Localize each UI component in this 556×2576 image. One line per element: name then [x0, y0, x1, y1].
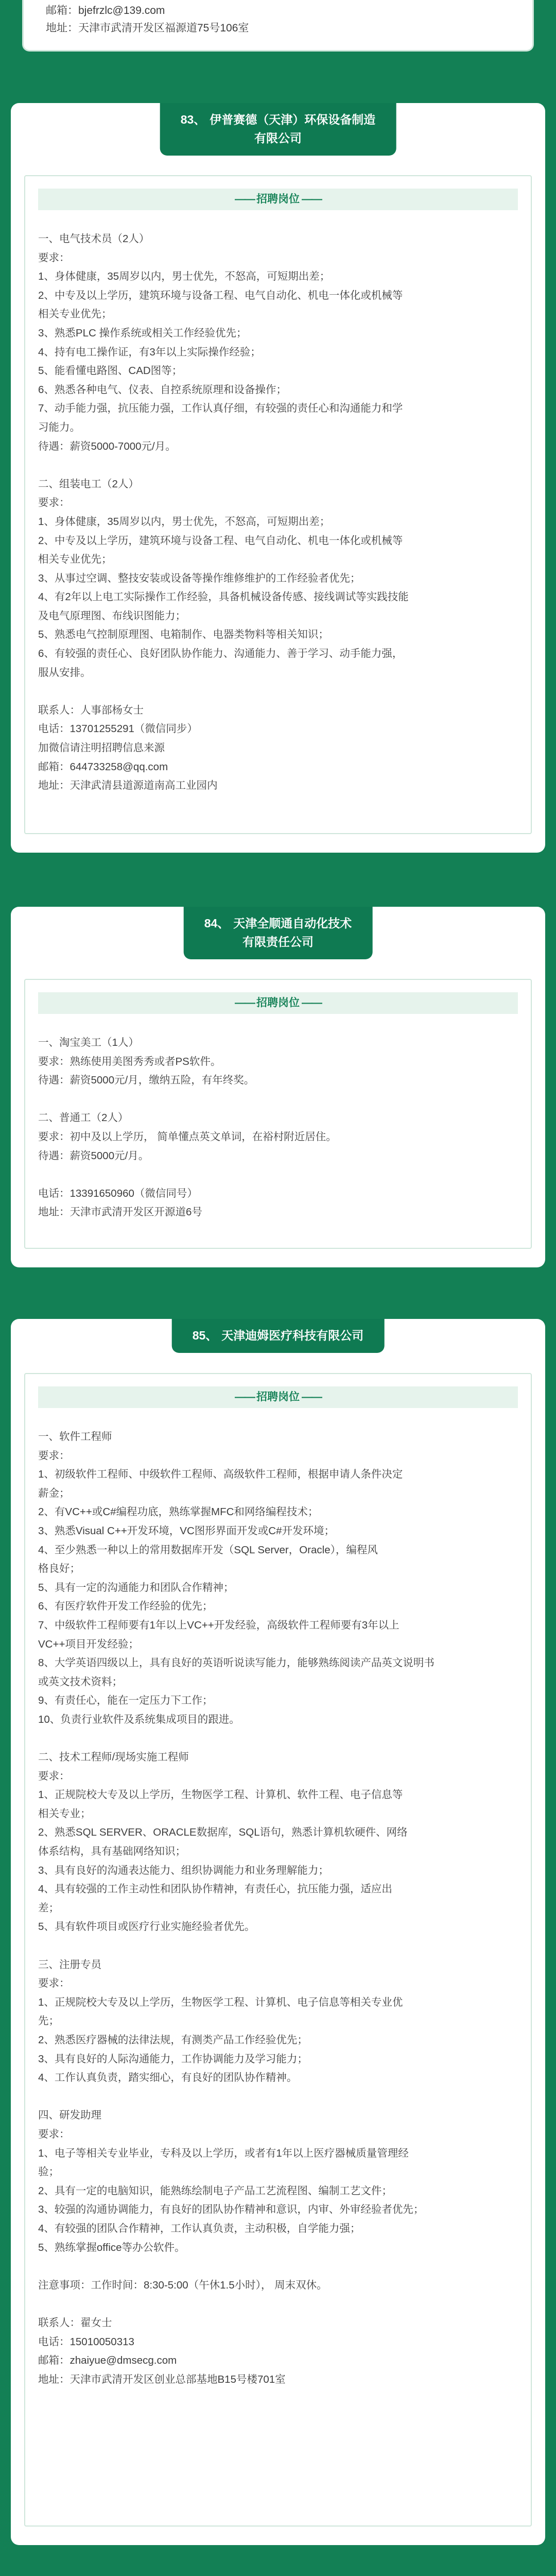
position-label: 招聘岗位 — [256, 193, 300, 205]
job-section — [24, 1373, 532, 2527]
job-text-line: 5、具有一定的沟通能力和团队合作精神； — [38, 1581, 234, 1594]
job-text-line: 4、具有较强的工作主动性和团队协作精神，有责任心，抗压能力强，适应出 — [38, 1883, 392, 1895]
job-text-line: 3、熟悉Visual C++开发环境，VC图形界面开发或C#开发环境； — [38, 1524, 335, 1537]
company-title-line: 伊普赛德（天津）环保设备制造 — [210, 113, 376, 126]
job-text-line: 待遇：薪资5000元/月。 — [38, 1149, 149, 1162]
job-text-line: 地址：天津市武清开发区创业总部基地B15号楼701室 — [38, 2373, 286, 2385]
job-text-line: 2、有VC++或C#编程功底，熟练掌握MFC和网络编程技术； — [38, 1506, 319, 1518]
spacer — [38, 2295, 518, 2314]
job-text-line: 4、工作认真负责，踏实细心，有良好的团队协作精神。 — [38, 2072, 298, 2084]
job-text-line: 要求： — [38, 1977, 70, 1990]
spacer — [38, 1937, 518, 1956]
job-text-line: 7、中级软件工程师要有1年以上VC++开发经验，高级软件工程师要有3年以上 — [38, 1619, 399, 1631]
job-text-line: 5、熟悉电气控制原理图、电箱制作、电器类物料等相关知识； — [38, 629, 329, 641]
job-lines — [38, 230, 518, 795]
job-text-line: 2、熟悉SQL SERVER、ORACLE数据库，SQL语句，熟悉计算机软硬件、网络 — [38, 1826, 408, 1839]
position-label: 招聘岗位 — [256, 1391, 300, 1403]
job-text-line: 5、具有软件项目或医疗行业实施经验者优先。 — [38, 1921, 255, 1933]
spacer — [38, 682, 518, 701]
job-text-line: 邮箱：644733258@qq.com — [38, 760, 168, 773]
job-text-line: 相关专业； — [38, 1807, 91, 1820]
job-text-line: 格良好； — [38, 1563, 80, 1575]
job-text-line: 待遇：薪资5000-7000元/月。 — [38, 440, 176, 452]
job-text-line: 四、研发助理 — [38, 2109, 101, 2122]
spacer — [38, 2257, 518, 2276]
job-text-line: 要求： — [38, 1770, 70, 1782]
job-text-line: 要求： — [38, 1449, 70, 1462]
job-text-line: 习能力。 — [38, 421, 80, 433]
job-text-line: 二、技术工程师/现场实施工程师 — [38, 1751, 189, 1764]
job-text-line: 一、淘宝美工（1人） — [38, 1037, 139, 1048]
company-number: 85、 — [192, 1329, 218, 1342]
job-text-line: 1、身体健康，35周岁以内，男士优先，不怒高，可短期出差； — [38, 515, 331, 528]
job-text-line: 先； — [38, 2015, 59, 2027]
job-text-line: 及电气原理图、布线识图能力； — [38, 609, 186, 622]
job-text-line: 10、负责行业软件及系统集成项目的跟进。 — [38, 1713, 240, 1725]
job-text-line: 4、有2年以上电工实际操作工作经验，具备机械设备传感、接线调试等实践技能 — [38, 591, 409, 603]
job-text-line: 电话：13701255291（微信同步） — [38, 723, 198, 735]
job-text-line: 2、中专及以上学历，建筑环境与设备工程、电气自动化、机电一体化或机械等 — [38, 289, 403, 301]
position-label: 招聘岗位 — [256, 997, 300, 1009]
previous-company-card-tail — [22, 0, 534, 52]
job-text-line: 加微信请注明招聘信息来源 — [38, 742, 165, 754]
job-text-line: 地址：天津武清县道源道南高工业园内 — [38, 779, 218, 792]
company-number: 83、 — [180, 113, 206, 126]
job-text-line: 5、熟练掌握office等办公软件。 — [38, 2241, 185, 2253]
job-text-line: VC++项目开发经验； — [38, 1638, 139, 1650]
job-text-line: 验； — [38, 2166, 59, 2178]
position-bar: —— 招聘岗位 —— — [38, 992, 518, 1014]
job-text-line: 要求：熟练使用美图秀秀或者PS软件。 — [38, 1055, 221, 1067]
spacer — [38, 2088, 518, 2107]
job-text-line: 相关专业优先； — [38, 553, 112, 566]
job-text-line: 联系人：人事部杨女士 — [38, 704, 144, 716]
contact-email: 邮箱：bjefrzlc@139.com — [46, 5, 165, 16]
company-title-line: 有限公司 — [254, 131, 302, 145]
job-text-line: 4、持有电工操作证，有3年以上实际操作经验； — [38, 346, 261, 358]
job-text-line: 要求： — [38, 497, 70, 509]
job-text-line: 6、熟悉各种电气、仪表、自控系统原理和设备操作； — [38, 383, 287, 396]
job-text-line: 3、从事过空调、整技安装或设备等操作维修维护的工作经验者优先； — [38, 572, 361, 584]
job-text-line: 三、注册专员 — [38, 1958, 101, 1971]
job-text-line: 要求： — [38, 251, 70, 264]
job-text-line: 5、能看懂电路图、CAD图等； — [38, 365, 183, 377]
job-text-line: 4、至少熟悉一种以上的常用数据库开发（SQL Server，Oracle），编程风 — [38, 1544, 378, 1556]
job-text-line: 9、有责任心，能在一定压力下工作； — [38, 1694, 213, 1707]
job-text-line: 7、动手能力强，抗压能力强，工作认真仔细，有较强的责任心和沟通能力和学 — [38, 402, 403, 415]
job-section — [24, 979, 532, 1249]
job-text-line: 注意事项：工作时间：8:30-5:00（午休1.5小时）， 周末双休。 — [38, 2279, 327, 2291]
job-text-line: 待遇：薪资5000元/月，缴纳五险，有年终奖。 — [38, 1074, 255, 1087]
contact-address: 地址：天津市武清开发区福源道75号106室 — [46, 22, 249, 34]
company-title-line: 有限责任公司 — [242, 935, 314, 948]
spacer — [38, 1730, 518, 1749]
spacer — [38, 456, 518, 475]
job-text-line: 一、电气技术员（2人） — [38, 233, 150, 245]
job-text-line: 一、软件工程师 — [38, 1431, 112, 1443]
job-text-line: 2、熟悉医疗器械的法律法规，有测类产品工作经验优先； — [38, 2034, 308, 2046]
job-text-line: 3、具有良好的人际沟通能力，工作协调能力及学习能力； — [38, 2053, 308, 2065]
job-text-line: 6、有医疗软件开发工作经验的优先； — [38, 1600, 213, 1613]
job-text-line: 3、较强的沟通协调能力，有良好的团队协作精神和意识，内审、外审经验者优先； — [38, 2204, 424, 2216]
job-text-line: 相关专业优先； — [38, 308, 112, 320]
job-text-line: 要求：初中及以上学历， 简单懂点英文单词，在裕村附近居住。 — [38, 1130, 337, 1143]
company-card-84 — [11, 907, 545, 1267]
job-text-line: 联系人：翟女士 — [38, 2316, 112, 2329]
job-lines — [38, 1428, 518, 2389]
job-text-line: 2、中专及以上学历，建筑环境与设备工程、电气自动化、机电一体化或机械等 — [38, 534, 403, 547]
company-card-83 — [11, 103, 545, 853]
job-text-line: 3、具有良好的沟通表达能力、组织协调能力和业务理解能力； — [38, 1864, 329, 1876]
job-text-line: 二、普通工（2人） — [38, 1112, 129, 1124]
company-title — [184, 907, 373, 959]
job-text-line: 1、正规院校大专及以上学历，生物医学工程、计算机、软件工程、电子信息等 — [38, 1789, 403, 1801]
company-title-line: 天津迪姆医疗科技有限公司 — [221, 1329, 364, 1342]
job-text-line: 邮箱：zhaiyue@dmsecg.com — [38, 2354, 177, 2367]
job-text-line: 薪金； — [38, 1487, 70, 1499]
job-text-line: 要求： — [38, 2128, 70, 2140]
company-number: 84、 — [204, 917, 230, 930]
spacer — [38, 1165, 518, 1184]
company-card-85 — [11, 1319, 545, 2545]
job-text-line: 地址：天津市武清开发区开源道6号 — [38, 1206, 202, 1218]
job-text-line: 6、有较强的责任心、良好团队协作能力、沟通能力、善于学习、动手能力强， — [38, 648, 403, 660]
position-bar: —— 招聘岗位 —— — [38, 1386, 518, 1408]
job-text-line: 1、电子等相关专业毕业，专科及以上学历，或者有1年以上医疗器械质量管理经 — [38, 2147, 409, 2159]
job-text-line: 差； — [38, 1902, 59, 1914]
company-title — [160, 103, 396, 156]
job-lines — [38, 1033, 518, 1222]
job-text-line: 2、具有一定的电脑知识，能熟练绘制电子产品工艺流程图、编制工艺文件； — [38, 2184, 392, 2197]
position-bar: —— 招聘岗位 —— — [38, 189, 518, 210]
job-text-line: 1、初级软件工程师、中级软件工程师、高级软件工程师，根据申请人条件决定 — [38, 1468, 403, 1481]
company-title — [172, 1319, 385, 1353]
job-text-line: 1、正规院校大专及以上学历，生物医学工程、计算机、电子信息等相关专业优 — [38, 1996, 403, 2008]
job-text-line: 1、身体健康，35周岁以内，男士优先，不怒高，可短期出差； — [38, 270, 331, 283]
job-section — [24, 175, 532, 834]
job-text-line: 电话：15010050313 — [38, 2335, 134, 2348]
job-text-line: 服从安排。 — [38, 666, 91, 679]
job-text-line: 3、熟悉PLC 操作系统或相关工作经验优先； — [38, 327, 247, 339]
job-text-line: 二、组装电工（2人） — [38, 478, 139, 490]
job-text-line: 电话：13391650960（微信同号） — [38, 1187, 198, 1199]
job-text-line: 或英文技术资料； — [38, 1675, 123, 1688]
job-text-line: 4、有较强的团队合作精神，工作认真负责，主动积极，自学能力强； — [38, 2222, 361, 2234]
company-title-line: 天津全顺通自动化技术 — [233, 917, 352, 930]
spacer — [38, 1090, 518, 1109]
job-text-line: 体系结构，具有基础网络知识； — [38, 1845, 186, 1858]
job-text-line: 8、大学英语四级以上，具有良好的英语听说读写能力，能够熟练阅读产品英文说明书 — [38, 1657, 435, 1669]
